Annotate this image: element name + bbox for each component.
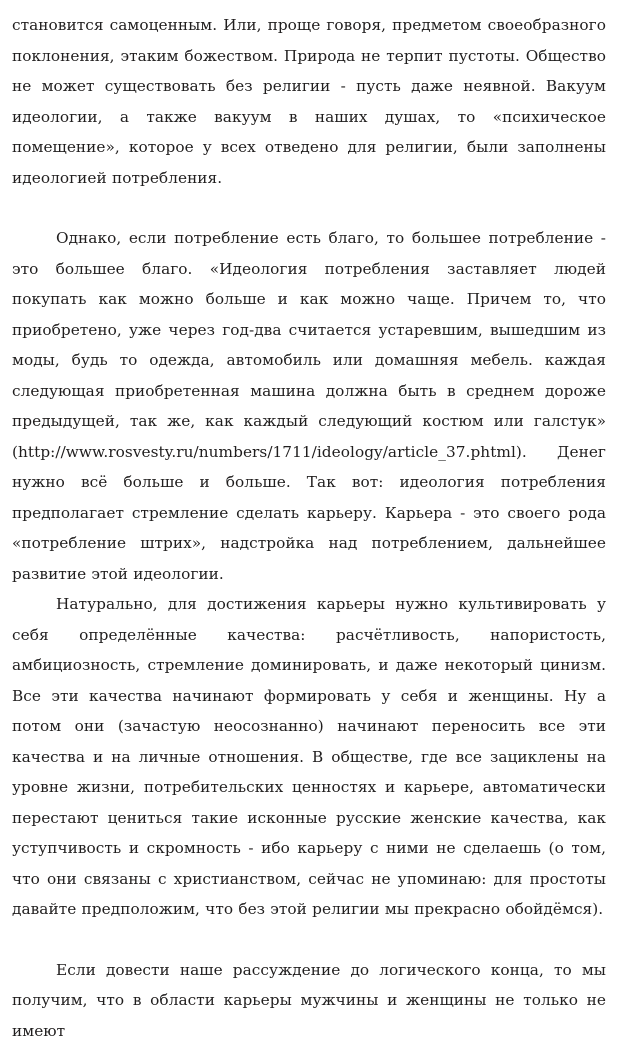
paragraph-spacer <box>12 925 606 955</box>
paragraph-1: становится самоценным. Или, проще говоря, предметом своеобразного поклонения, этаким божеством. Природа не терпит пустоты. Общество не может существовать без религии - пусть даже неявной. Вакуум идеологии, а также вакуум в наших душах, то «психическое помещение», которое у всех отведено для религии, были заполнены идеологией потребления. <box>12 10 606 193</box>
paragraph-4: Если довести наше рассуждение до логического конца, то мы получим, что в области карьеры мужчины и женщины не только не имеют <box>12 955 606 1046</box>
paragraph-spacer <box>12 193 606 223</box>
paragraph-3: Натурально, для достижения карьеры нужно культивировать у себя определённые качества: расчётливость, напористость, амбициозность, стремление доминировать, и даже некоторый цинизм. Все эти качества начинают формировать у себя и женщины. Ну а потом они (зачастую неосознанно) начинают переносить все эти качества и на личные отношения. В обществе, где все зациклены на уровне жизни, потребительских ценностях и карьере, автоматически перестают цениться такие исконные русские женские качества, как уступчивость и скромность - ибо карьеру с ними не сделаешь (о том, что они связаны с христианством, сейчас не упоминаю: для простоты давайте предположим, что без этой религии мы прекрасно обойдёмся). <box>12 589 606 925</box>
paragraph-2: Однако, если потребление есть благо, то большее потребление - это большее благо. «Идеология потребления заставляет людей покупать как можно больше и как можно чаще. Причем то, что приобретено, уже через год-два считается устаревшим, вышедшим из моды, будь то одежда, автомобиль или домашняя мебель. каждая следующая приобретенная машина должна быть в среднем дороже предыдущей, так же, как каждый следующий костюм или галстук» (http://www.rosvesty.ru/numbers/1711/ideology/article_37.phtml). Денег нужно всё больше и больше. Так вот: идеология потребления предполагает стремление сделать карьеру. Карьера - это своего рода «потребление штрих», надстройка над потреблением, дальнейшее развитие этой идеологии. <box>12 223 606 589</box>
